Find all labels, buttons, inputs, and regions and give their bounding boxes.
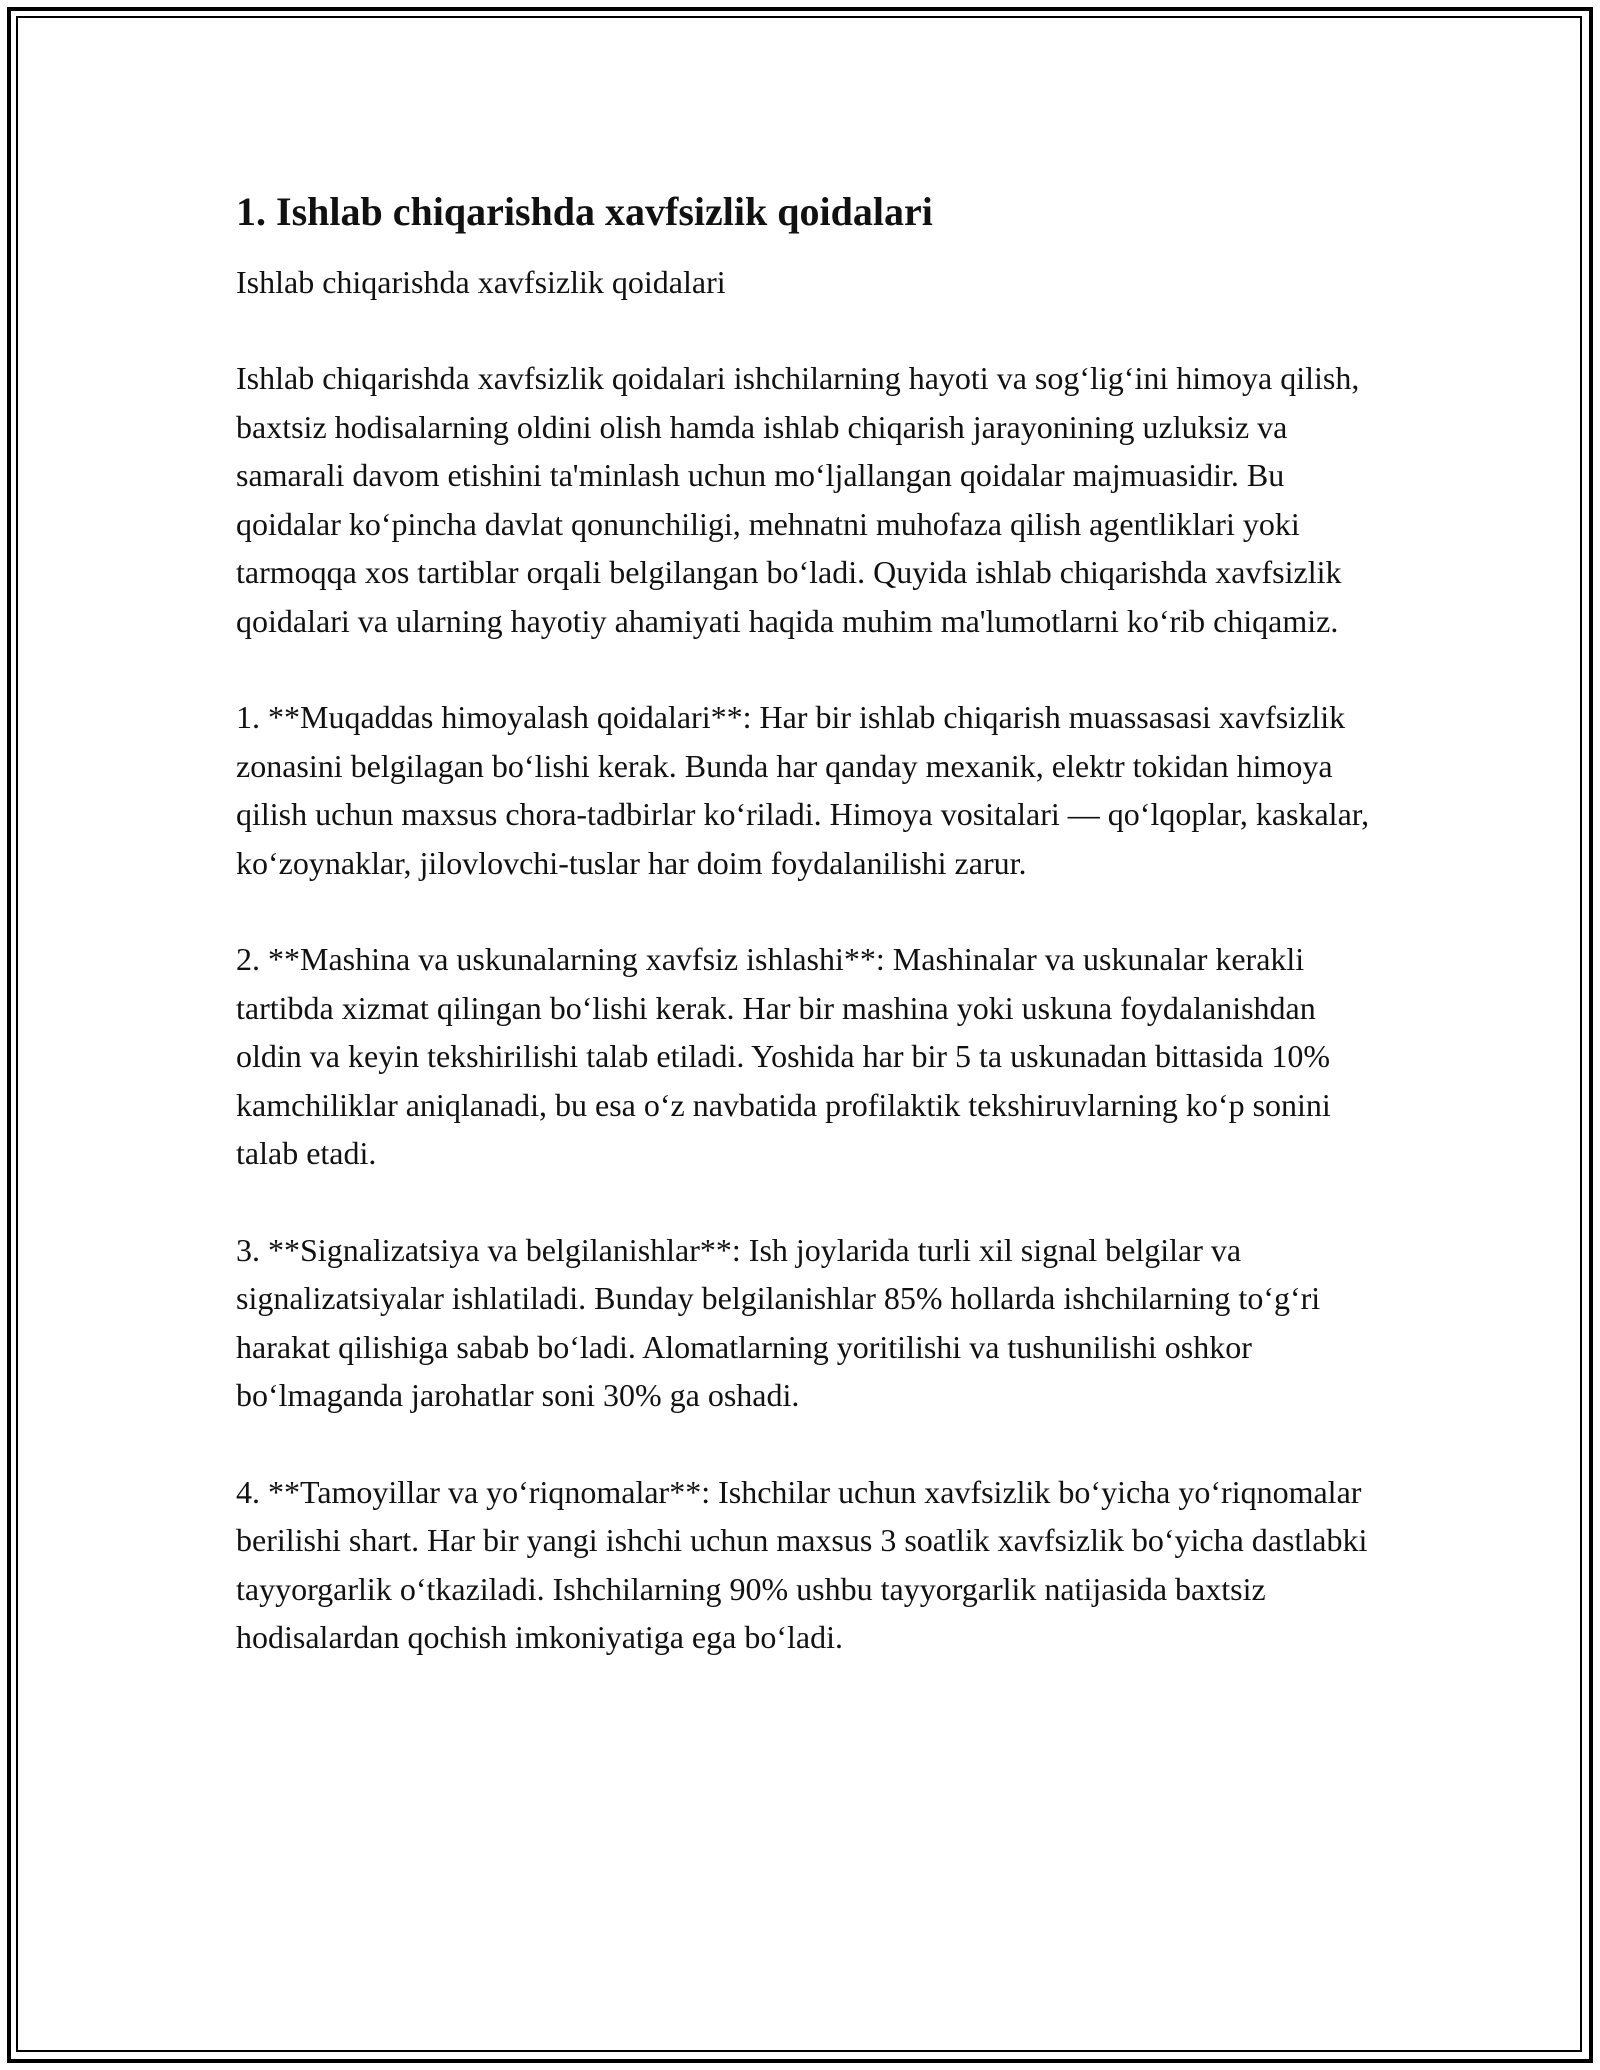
intro-paragraph: Ishlab chiqarishda xavfsizlik qoidalari ishchilarning hayoti va sog‘lig‘ini himoya qilish, baxtsiz hodisalarning oldini olish hamda ishlab chiqarish jarayonining uzluksiz va samarali davom etishini ta'minlash uchun mo‘ljallangan qoidalar majmuasidir. Bu qoidalar ko‘pincha davlat qonunchiligi, mehnatni muhofaza qilish agentliklari yoki tarmoqqa xos tartiblar orqali belgilangan bo‘ladi. Quyida ishlab chiqarishda xavfsizlik qoidalari va ularning hayotiy ahamiyati haqida muhim ma'lumotlarni ko‘rib chiqamiz. — [236, 360, 1360, 639]
rule-paragraph-2: 2. **Mashina va uskunalarning xavfsiz ishlashi**: Mashinalar va uskunalar kerakli tartibda xizmat qilingan bo‘lishi kerak. Har bir mashina yoki uskuna foydalanishdan oldin va keyin tekshirilishi talab etiladi. Yoshida har bir 5 ta uskunadan bittasida 10% kamchiliklar aniqlanadi, bu esa o‘z navbatida profilaktik tekshiruvlarning ko‘p sonini talab etadi. — [236, 941, 1331, 1171]
rule-paragraph-3: 3. **Signalizatsiya va belgilanishlar**: Ish joylarida turli xil signal belgilar va signalizatsiyalar ishlatiladi. Bunday belgilanishlar 85% hollarda ishchilarning to‘g‘ri harakat qilishiga sabab bo‘ladi. Alomatlarning yoritilishi va tushunilishi oshkor bo‘lmaganda jarohatlar soni 30% ga oshadi. — [236, 1231, 1321, 1413]
rule-paragraph-4: 4. **Tamoyillar va yo‘riqnomalar**: Ishchilar uchun xavfsizlik bo‘yicha yo‘riqnomalar berilishi shart. Har bir yangi ishchi uchun maxsus 3 soatlik xavfsizlik bo‘yicha dastlabki tayyorgarlik o‘tkaziladi. Ishchilarning 90% ushbu tayyorgarlik natijasida baxtsiz hodisalardan qochish imkoniyatiga ega bo‘ladi. — [236, 1473, 1368, 1655]
document-body — [236, 186, 1386, 1710]
rule-paragraph-1: 1. **Muqaddas himoyalash qoidalari**: Har bir ishlab chiqarish muassasasi xavfsizlik zonasini belgilagan bo‘lishi kerak. Bunda har qanday mexanik, elektr tokidan himoya qilish uchun maxsus chora-tadbirlar ko‘riladi. Himoya vositalari — qo‘lqoplar, kaskalar, ko‘zoynaklar, jilovlovchi-tuslar har doim foydalanilishi zarur. — [236, 699, 1370, 881]
document-title: 1. Ishlab chiqarishda xavfsizlik qoidalari — [236, 189, 933, 234]
document-subtitle: Ishlab chiqarishda xavfsizlik qoidalari — [236, 264, 726, 300]
